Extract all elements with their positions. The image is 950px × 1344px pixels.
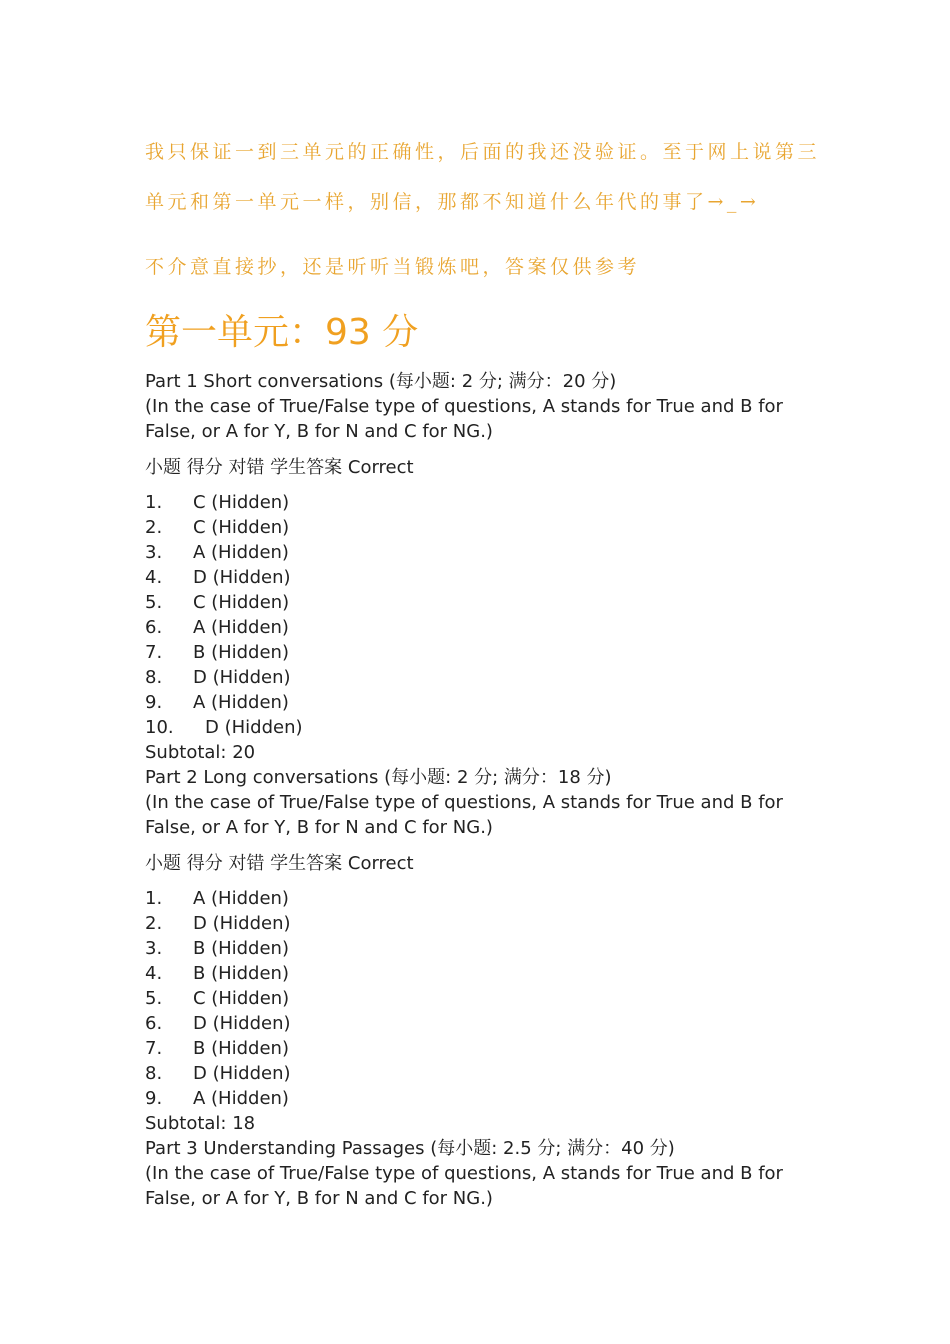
note-line-2: 单元和第一单元一样，别信，那都不知道什么年代的事了→_→ (145, 191, 760, 213)
answer-item (145, 690, 825, 715)
answer-text: A (Hidden) (193, 1088, 289, 1109)
answer-number: 3. (145, 938, 163, 959)
answer-item (145, 886, 825, 911)
answer-number: 2. (145, 517, 163, 538)
answer-item (145, 1086, 825, 1111)
note-line-3: 不介意直接抄，还是听听当锻炼吧，答案仅供参考 (145, 256, 641, 278)
answer-item (145, 986, 825, 1011)
answer-text: C (Hidden) (193, 988, 290, 1009)
answer-text: C (Hidden) (193, 517, 290, 538)
answer-number: 8. (145, 667, 163, 688)
answer-text: D (Hidden) (193, 913, 291, 934)
unit-heading: 第一单元：93 分 (145, 312, 419, 353)
answer-item (145, 665, 825, 690)
answer-item (145, 1011, 825, 1036)
answer-text: A (Hidden) (193, 617, 289, 638)
answer-number: 1. (145, 888, 163, 909)
answer-item (145, 715, 825, 740)
answer-text: D (Hidden) (193, 567, 291, 588)
answer-item (145, 1061, 825, 1086)
answer-number: 9. (145, 1088, 163, 1109)
table-header: 小题 得分 对错 学生答案 Correct (145, 853, 414, 874)
answer-text: D (Hidden) (205, 717, 303, 738)
answer-text: B (Hidden) (193, 938, 289, 959)
answer-text: B (Hidden) (193, 963, 289, 984)
answer-number: 8. (145, 1063, 163, 1084)
part-title: Part 3 Understanding Passages (每小题: 2.5 分; 满分：40 分) (145, 1138, 675, 1159)
answer-number: 9. (145, 692, 163, 713)
answer-number: 7. (145, 642, 163, 663)
answer-text: D (Hidden) (193, 667, 291, 688)
answer-number: 4. (145, 567, 163, 588)
answer-item (145, 1036, 825, 1061)
answer-text: C (Hidden) (193, 492, 290, 513)
answer-item (145, 565, 825, 590)
answer-text: D (Hidden) (193, 1013, 291, 1034)
answer-item (145, 540, 825, 565)
answer-item (145, 590, 825, 615)
answer-number: 2. (145, 913, 163, 934)
part-instruction: (In the case of True/False type of questions, A stands for True and B for False, or A for Y, B for N and C for NG.) (145, 396, 783, 442)
subtotal: Subtotal: 20 (145, 742, 256, 763)
answer-item (145, 640, 825, 665)
answer-number: 3. (145, 542, 163, 563)
answer-item (145, 490, 825, 515)
answer-number: 5. (145, 592, 163, 613)
note-line-1: 我只保证一到三单元的正确性，后面的我还没验证。至于网上说第三 (145, 141, 821, 163)
part-1 (145, 369, 825, 765)
answer-number: 5. (145, 988, 163, 1009)
part-3 (145, 1136, 825, 1211)
answer-text: A (Hidden) (193, 888, 289, 909)
answer-item (145, 936, 825, 961)
answer-number: 6. (145, 617, 163, 638)
answer-text: C (Hidden) (193, 592, 290, 613)
answer-number: 10. (145, 717, 174, 738)
answer-item (145, 911, 825, 936)
answer-number: 7. (145, 1038, 163, 1059)
answer-text: B (Hidden) (193, 642, 289, 663)
subtotal: Subtotal: 18 (145, 1113, 256, 1134)
answer-content (145, 369, 825, 1211)
answer-text: A (Hidden) (193, 542, 289, 563)
answer-item (145, 615, 825, 640)
answer-number: 4. (145, 963, 163, 984)
part-title: Part 2 Long conversations (每小题: 2 分; 满分：18 分) (145, 767, 612, 788)
answer-text: B (Hidden) (193, 1038, 289, 1059)
part-instruction: (In the case of True/False type of questions, A stands for True and B for False, or A for Y, B for N and C for NG.) (145, 792, 783, 838)
answer-text: A (Hidden) (193, 692, 289, 713)
part-2 (145, 765, 825, 1136)
answer-item (145, 515, 825, 540)
answer-item (145, 961, 825, 986)
answer-number: 1. (145, 492, 163, 513)
answer-text: D (Hidden) (193, 1063, 291, 1084)
answer-number: 6. (145, 1013, 163, 1034)
table-header: 小题 得分 对错 学生答案 Correct (145, 457, 414, 478)
part-title: Part 1 Short conversations (每小题: 2 分; 满分：20 分) (145, 371, 617, 392)
part-instruction: (In the case of True/False type of questions, A stands for True and B for False, or A for Y, B for N and C for NG.) (145, 1163, 783, 1209)
